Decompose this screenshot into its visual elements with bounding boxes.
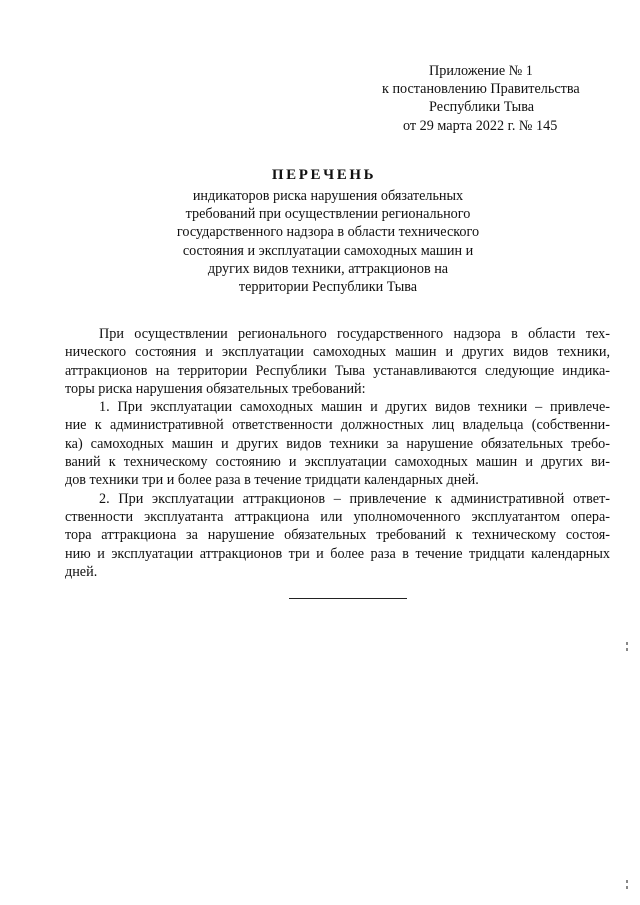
paragraph-line: нию и эксплуатации аттракционов три и более раза в течение тридцати календарных [65,545,610,562]
subtitle-line: состояния и эксплуатации самоходных машин и [182,242,474,259]
subtitle-line: других видов техники, аттракционов на [207,260,449,277]
subtitle-line: требований при осуществлении регионального [185,206,471,223]
paragraph-line: ваний к техническому состоянию и эксплуатации самоходных машин и других ви- [65,454,610,471]
scan-edge-mark [626,642,628,645]
intro-paragraph [65,325,610,398]
paragraph-line: нического состояния и эксплуатации самоходных машин и других видов техники, [65,344,610,361]
appendix-number: Приложение № 1 [429,63,533,79]
paragraph-line: ка) самоходных машин и других видов техники за нарушение обязательных требо- [65,435,610,452]
item-2-paragraph [65,490,610,581]
document-subtitle [150,187,506,296]
paragraph-line: ние к административной ответственности должностных лиц владельца (собственни- [65,417,610,434]
paragraph-line: аттракционов на территории Республики Тыва устанавливаются следующие индика- [65,362,610,379]
document-title: ПЕРЕЧЕНЬ [271,167,377,183]
appendix-republic: Республики Тыва [429,99,535,116]
paragraph-line: дней. [65,563,98,580]
subtitle-line: государственного надзора в области технического [176,224,480,241]
appendix-resolution: к постановлению Правительства [382,81,580,98]
paragraph-line: дов техники три и более раза в течение тридцати календарных дней. [65,472,479,489]
appendix-date: от 29 марта 2022 г. № 145 [403,117,558,134]
subtitle-line: индикаторов риска нарушения обязательных [192,188,464,204]
scan-edge-mark [626,648,628,651]
paragraph-line: 1. При эксплуатации самоходных машин и других видов техники – привлече- [99,399,610,416]
scan-edge-mark [626,880,628,883]
scan-edge-mark [626,886,628,889]
paragraph-line: тора аттракциона за нарушение обязательных требований к техническому состоя- [65,527,610,544]
paragraph-line: При осуществлении регионального государственного надзора в области тех- [99,326,610,342]
appendix-header [360,62,620,135]
paragraph-line: торы риска нарушения обязательных требований: [65,380,366,397]
subtitle-line: территории Республики Тыва [238,279,418,296]
paragraph-line: ственности эксплуатанта аттракциона или уполномоченного эксплуатантом опера- [65,508,610,525]
paragraph-line: 2. При эксплуатации аттракционов – привлечение к административной ответ- [99,490,610,507]
item-1-paragraph [65,398,610,489]
document-body [65,325,610,581]
end-separator-line [289,598,407,599]
